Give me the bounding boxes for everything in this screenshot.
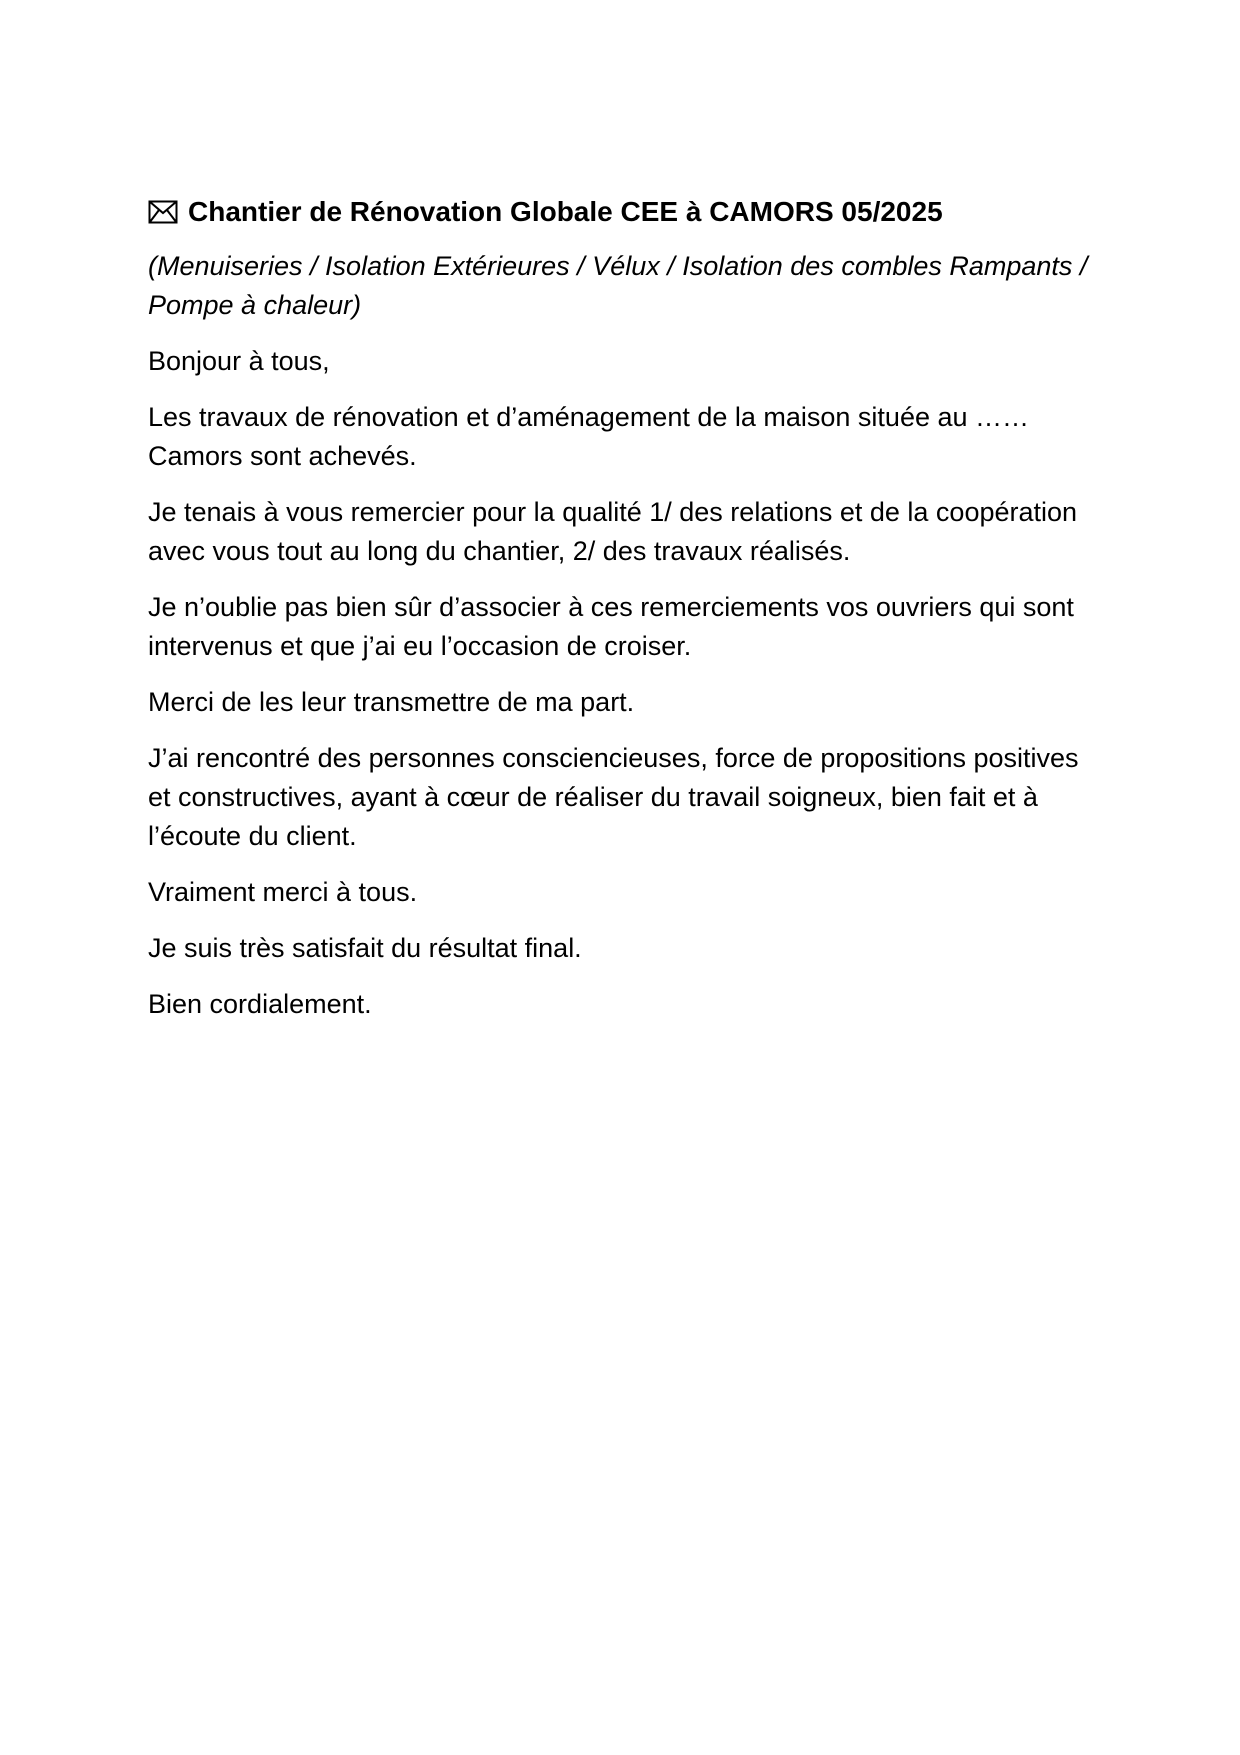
- people-quality-paragraph: J’ai rencontré des personnes consciencieuses, force de propositions positives et constructives, ayant à cœur de réaliser du travail soigneux, bien fait et à l’écoute du client.: [148, 743, 1079, 851]
- satisfaction-paragraph: Je suis très satisfait du résultat final.: [148, 933, 582, 963]
- document-body: [148, 192, 1108, 1041]
- closing-paragraph: Bien cordialement.: [148, 989, 372, 1019]
- document-subtitle: (Menuiseries / Isolation Extérieures / Vélux / Isolation des combles Rampants / Pompe à chaleur): [148, 251, 1088, 320]
- thanks-all-paragraph: Vraiment merci à tous.: [148, 877, 418, 907]
- works-completed-paragraph: Les travaux de rénovation et d’aménagement de la maison située au …… Camors sont achevés.: [148, 402, 1030, 471]
- transmit-paragraph: Merci de les leur transmettre de ma part.: [148, 687, 635, 717]
- thanks-quality-paragraph: Je tenais à vous remercier pour la qualité 1/ des relations et de la coopération avec vous tout au long du chantier, 2/ des travaux réalisés.: [148, 497, 1078, 566]
- envelope-icon: [148, 200, 178, 224]
- document-title: [148, 192, 1108, 232]
- workers-thanks-paragraph: Je n’oublie pas bien sûr d’associer à ces remerciements vos ouvriers qui sont intervenus et que j’ai eu l’occasion de croiser.: [148, 592, 1074, 661]
- greeting-paragraph: Bonjour à tous,: [148, 346, 330, 376]
- document-title-text: Chantier de Rénovation Globale CEE à CAMORS 05/2025: [188, 196, 943, 227]
